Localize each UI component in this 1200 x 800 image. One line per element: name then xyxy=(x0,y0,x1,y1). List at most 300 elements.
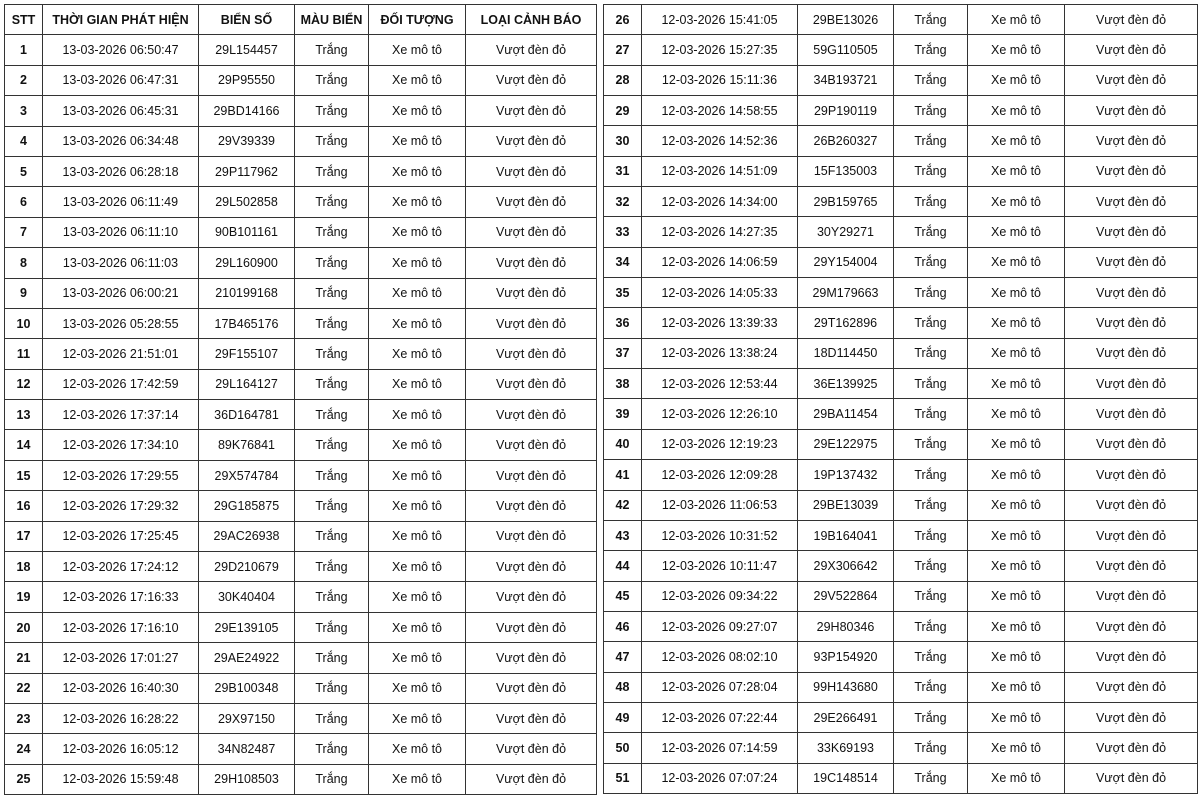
cell-alert-type: Vượt đèn đỏ xyxy=(466,491,597,521)
cell-detection-time: 12-03-2026 17:37:14 xyxy=(43,400,199,430)
cell-alert-type: Vượt đèn đỏ xyxy=(466,65,597,95)
cell-plate-color: Trắng xyxy=(295,308,369,338)
cell-alert-type: Vượt đèn đỏ xyxy=(1065,611,1198,641)
cell-plate-color: Trắng xyxy=(894,672,968,702)
table-row xyxy=(5,460,597,490)
cell-vehicle-type: Xe mô tô xyxy=(968,217,1065,247)
cell-plate-color: Trắng xyxy=(295,643,369,673)
cell-vehicle-type: Xe mô tô xyxy=(968,278,1065,308)
cell-stt: 30 xyxy=(604,126,642,156)
cell-alert-type: Vượt đèn đỏ xyxy=(466,400,597,430)
cell-alert-type: Vượt đèn đỏ xyxy=(466,35,597,65)
cell-detection-time: 13-03-2026 06:47:31 xyxy=(43,65,199,95)
cell-alert-type: Vượt đèn đỏ xyxy=(1065,5,1198,35)
cell-plate-number: 29P190119 xyxy=(798,96,894,126)
cell-detection-time: 12-03-2026 08:02:10 xyxy=(642,642,798,672)
cell-detection-time: 12-03-2026 12:53:44 xyxy=(642,369,798,399)
cell-alert-type: Vượt đèn đỏ xyxy=(466,430,597,460)
violations-table-right xyxy=(603,4,1198,794)
cell-plate-color: Trắng xyxy=(295,217,369,247)
cell-stt: 10 xyxy=(5,308,43,338)
cell-vehicle-type: Xe mô tô xyxy=(369,156,466,186)
cell-plate-color: Trắng xyxy=(295,35,369,65)
cell-stt: 9 xyxy=(5,278,43,308)
cell-plate-number: 29T162896 xyxy=(798,308,894,338)
cell-detection-time: 12-03-2026 10:11:47 xyxy=(642,551,798,581)
cell-plate-color: Trắng xyxy=(894,278,968,308)
header-plate-number: BIỂN SỐ xyxy=(199,5,295,35)
cell-plate-number: 33K69193 xyxy=(798,733,894,763)
cell-vehicle-type: Xe mô tô xyxy=(968,763,1065,793)
header-detection-time: THỜI GIAN PHÁT HIỆN xyxy=(43,5,199,35)
cell-alert-type: Vượt đèn đỏ xyxy=(466,248,597,278)
cell-alert-type: Vượt đèn đỏ xyxy=(466,278,597,308)
cell-plate-color: Trắng xyxy=(894,520,968,550)
cell-alert-type: Vượt đèn đỏ xyxy=(1065,520,1198,550)
cell-plate-number: 15F135003 xyxy=(798,156,894,186)
cell-detection-time: 13-03-2026 06:11:10 xyxy=(43,217,199,247)
cell-stt: 17 xyxy=(5,521,43,551)
table-row xyxy=(5,156,597,186)
cell-plate-number: 59G110505 xyxy=(798,35,894,65)
cell-detection-time: 12-03-2026 13:39:33 xyxy=(642,308,798,338)
table-row xyxy=(604,490,1198,520)
cell-alert-type: Vượt đèn đỏ xyxy=(466,673,597,703)
cell-stt: 40 xyxy=(604,429,642,459)
cell-stt: 1 xyxy=(5,35,43,65)
cell-plate-color: Trắng xyxy=(894,156,968,186)
table-header xyxy=(5,5,597,35)
table-row xyxy=(5,217,597,247)
cell-plate-number: 29AC26938 xyxy=(199,521,295,551)
cell-stt: 11 xyxy=(5,339,43,369)
table-row xyxy=(604,551,1198,581)
cell-vehicle-type: Xe mô tô xyxy=(369,460,466,490)
cell-stt: 39 xyxy=(604,399,642,429)
table-row xyxy=(5,491,597,521)
cell-plate-number: 89K76841 xyxy=(199,430,295,460)
cell-plate-number: 29X97150 xyxy=(199,703,295,733)
table-row xyxy=(5,400,597,430)
cell-alert-type: Vượt đèn đỏ xyxy=(466,96,597,126)
cell-detection-time: 12-03-2026 14:58:55 xyxy=(642,96,798,126)
cell-plate-number: 90B101161 xyxy=(199,217,295,247)
cell-detection-time: 13-03-2026 06:11:49 xyxy=(43,187,199,217)
cell-detection-time: 13-03-2026 06:50:47 xyxy=(43,35,199,65)
cell-plate-color: Trắng xyxy=(894,551,968,581)
cell-detection-time: 13-03-2026 05:28:55 xyxy=(43,308,199,338)
cell-detection-time: 12-03-2026 07:22:44 xyxy=(642,702,798,732)
cell-vehicle-type: Xe mô tô xyxy=(968,460,1065,490)
table-row xyxy=(5,65,597,95)
cell-alert-type: Vượt đèn đỏ xyxy=(1065,338,1198,368)
cell-detection-time: 12-03-2026 17:16:10 xyxy=(43,612,199,642)
cell-alert-type: Vượt đèn đỏ xyxy=(1065,126,1198,156)
cell-plate-number: 29L154457 xyxy=(199,35,295,65)
cell-detection-time: 12-03-2026 07:14:59 xyxy=(642,733,798,763)
cell-detection-time: 12-03-2026 09:27:07 xyxy=(642,611,798,641)
cell-alert-type: Vượt đèn đỏ xyxy=(466,734,597,764)
cell-vehicle-type: Xe mô tô xyxy=(968,35,1065,65)
table-body-left xyxy=(5,35,597,795)
cell-detection-time: 12-03-2026 16:28:22 xyxy=(43,703,199,733)
cell-detection-time: 12-03-2026 15:11:36 xyxy=(642,65,798,95)
cell-vehicle-type: Xe mô tô xyxy=(369,187,466,217)
cell-alert-type: Vượt đèn đỏ xyxy=(1065,642,1198,672)
cell-detection-time: 13-03-2026 06:28:18 xyxy=(43,156,199,186)
cell-stt: 6 xyxy=(5,187,43,217)
cell-plate-color: Trắng xyxy=(295,339,369,369)
cell-plate-color: Trắng xyxy=(894,35,968,65)
cell-stt: 32 xyxy=(604,187,642,217)
cell-vehicle-type: Xe mô tô xyxy=(369,582,466,612)
table-row xyxy=(604,672,1198,702)
cell-alert-type: Vượt đèn đỏ xyxy=(466,552,597,582)
cell-vehicle-type: Xe mô tô xyxy=(369,734,466,764)
cell-vehicle-type: Xe mô tô xyxy=(369,339,466,369)
cell-plate-number: 29E266491 xyxy=(798,702,894,732)
cell-plate-number: 29D210679 xyxy=(199,552,295,582)
table-row xyxy=(604,5,1198,35)
cell-stt: 37 xyxy=(604,338,642,368)
table-row xyxy=(604,338,1198,368)
cell-detection-time: 12-03-2026 14:05:33 xyxy=(642,278,798,308)
cell-plate-color: Trắng xyxy=(295,248,369,278)
table-row xyxy=(604,96,1198,126)
cell-plate-color: Trắng xyxy=(295,65,369,95)
cell-alert-type: Vượt đèn đỏ xyxy=(466,126,597,156)
cell-alert-type: Vượt đèn đỏ xyxy=(466,217,597,247)
cell-plate-number: 34N82487 xyxy=(199,734,295,764)
cell-plate-number: 17B465176 xyxy=(199,308,295,338)
cell-stt: 16 xyxy=(5,491,43,521)
table-row xyxy=(604,35,1198,65)
cell-stt: 34 xyxy=(604,247,642,277)
cell-detection-time: 12-03-2026 14:06:59 xyxy=(642,247,798,277)
cell-stt: 48 xyxy=(604,672,642,702)
table-row xyxy=(604,187,1198,217)
cell-plate-color: Trắng xyxy=(894,217,968,247)
table-row xyxy=(5,703,597,733)
cell-vehicle-type: Xe mô tô xyxy=(968,551,1065,581)
cell-vehicle-type: Xe mô tô xyxy=(369,278,466,308)
cell-vehicle-type: Xe mô tô xyxy=(369,521,466,551)
cell-alert-type: Vượt đèn đỏ xyxy=(466,582,597,612)
cell-vehicle-type: Xe mô tô xyxy=(968,429,1065,459)
cell-plate-color: Trắng xyxy=(894,702,968,732)
cell-plate-color: Trắng xyxy=(894,763,968,793)
cell-plate-number: 29V39339 xyxy=(199,126,295,156)
cell-plate-color: Trắng xyxy=(894,460,968,490)
cell-vehicle-type: Xe mô tô xyxy=(369,552,466,582)
header-row xyxy=(5,5,597,35)
cell-detection-time: 12-03-2026 17:34:10 xyxy=(43,430,199,460)
cell-plate-color: Trắng xyxy=(894,65,968,95)
cell-stt: 50 xyxy=(604,733,642,763)
cell-alert-type: Vượt đèn đỏ xyxy=(1065,247,1198,277)
cell-plate-number: 34B193721 xyxy=(798,65,894,95)
cell-stt: 51 xyxy=(604,763,642,793)
table-row xyxy=(604,126,1198,156)
cell-detection-time: 12-03-2026 13:38:24 xyxy=(642,338,798,368)
cell-vehicle-type: Xe mô tô xyxy=(968,581,1065,611)
cell-vehicle-type: Xe mô tô xyxy=(968,672,1065,702)
cell-vehicle-type: Xe mô tô xyxy=(369,248,466,278)
cell-stt: 49 xyxy=(604,702,642,732)
table-row xyxy=(5,673,597,703)
cell-stt: 4 xyxy=(5,126,43,156)
cell-detection-time: 12-03-2026 17:29:55 xyxy=(43,460,199,490)
cell-detection-time: 12-03-2026 17:24:12 xyxy=(43,552,199,582)
cell-vehicle-type: Xe mô tô xyxy=(968,702,1065,732)
cell-detection-time: 12-03-2026 10:31:52 xyxy=(642,520,798,550)
cell-vehicle-type: Xe mô tô xyxy=(968,65,1065,95)
cell-stt: 8 xyxy=(5,248,43,278)
cell-plate-color: Trắng xyxy=(295,764,369,794)
table-row xyxy=(5,430,597,460)
cell-plate-number: 29P95550 xyxy=(199,65,295,95)
cell-vehicle-type: Xe mô tô xyxy=(369,369,466,399)
cell-plate-color: Trắng xyxy=(295,369,369,399)
table-row xyxy=(5,521,597,551)
table-row xyxy=(5,308,597,338)
cell-alert-type: Vượt đèn đỏ xyxy=(466,308,597,338)
cell-plate-number: 19B164041 xyxy=(798,520,894,550)
table-row xyxy=(604,399,1198,429)
table-row xyxy=(5,96,597,126)
cell-plate-number: 29X306642 xyxy=(798,551,894,581)
cell-stt: 31 xyxy=(604,156,642,186)
table-row xyxy=(604,581,1198,611)
cell-plate-color: Trắng xyxy=(295,460,369,490)
cell-detection-time: 12-03-2026 09:34:22 xyxy=(642,581,798,611)
cell-plate-color: Trắng xyxy=(295,734,369,764)
header-vehicle-type: ĐỐI TƯỢNG xyxy=(369,5,466,35)
cell-stt: 38 xyxy=(604,369,642,399)
cell-plate-number: 30Y29271 xyxy=(798,217,894,247)
cell-stt: 44 xyxy=(604,551,642,581)
table-row xyxy=(5,734,597,764)
cell-alert-type: Vượt đèn đỏ xyxy=(1065,187,1198,217)
cell-plate-number: 29E122975 xyxy=(798,429,894,459)
cell-plate-number: 29V522864 xyxy=(798,581,894,611)
cell-stt: 33 xyxy=(604,217,642,247)
cell-vehicle-type: Xe mô tô xyxy=(369,400,466,430)
cell-plate-number: 29BE13026 xyxy=(798,5,894,35)
table-row xyxy=(5,126,597,156)
cell-plate-color: Trắng xyxy=(295,491,369,521)
cell-plate-color: Trắng xyxy=(295,278,369,308)
cell-vehicle-type: Xe mô tô xyxy=(369,764,466,794)
cell-plate-number: 29M179663 xyxy=(798,278,894,308)
table-row xyxy=(604,460,1198,490)
cell-alert-type: Vượt đèn đỏ xyxy=(1065,278,1198,308)
header-stt: STT xyxy=(5,5,43,35)
cell-detection-time: 12-03-2026 07:07:24 xyxy=(642,763,798,793)
cell-stt: 5 xyxy=(5,156,43,186)
cell-plate-number: 29G185875 xyxy=(199,491,295,521)
cell-plate-color: Trắng xyxy=(295,673,369,703)
cell-detection-time: 12-03-2026 14:27:35 xyxy=(642,217,798,247)
cell-plate-number: 29B100348 xyxy=(199,673,295,703)
cell-plate-number: 36E139925 xyxy=(798,369,894,399)
cell-vehicle-type: Xe mô tô xyxy=(968,156,1065,186)
cell-detection-time: 12-03-2026 17:16:33 xyxy=(43,582,199,612)
table-row xyxy=(5,248,597,278)
cell-plate-color: Trắng xyxy=(295,582,369,612)
cell-plate-number: 29B159765 xyxy=(798,187,894,217)
table-row xyxy=(5,764,597,794)
cell-detection-time: 12-03-2026 17:25:45 xyxy=(43,521,199,551)
table-row xyxy=(604,156,1198,186)
cell-plate-number: 29L160900 xyxy=(199,248,295,278)
cell-vehicle-type: Xe mô tô xyxy=(369,491,466,521)
cell-plate-number: 29BA11454 xyxy=(798,399,894,429)
cell-alert-type: Vượt đèn đỏ xyxy=(1065,551,1198,581)
cell-plate-number: 29P117962 xyxy=(199,156,295,186)
cell-vehicle-type: Xe mô tô xyxy=(369,612,466,642)
cell-detection-time: 12-03-2026 12:19:23 xyxy=(642,429,798,459)
cell-stt: 13 xyxy=(5,400,43,430)
cell-alert-type: Vượt đèn đỏ xyxy=(466,643,597,673)
cell-stt: 22 xyxy=(5,673,43,703)
table-row xyxy=(5,187,597,217)
table-row xyxy=(604,278,1198,308)
cell-stt: 23 xyxy=(5,703,43,733)
cell-plate-number: 29L502858 xyxy=(199,187,295,217)
cell-plate-color: Trắng xyxy=(295,552,369,582)
cell-stt: 36 xyxy=(604,308,642,338)
cell-detection-time: 13-03-2026 06:00:21 xyxy=(43,278,199,308)
cell-alert-type: Vượt đèn đỏ xyxy=(466,460,597,490)
cell-plate-color: Trắng xyxy=(295,430,369,460)
table-row xyxy=(604,733,1198,763)
table-row xyxy=(604,642,1198,672)
cell-stt: 21 xyxy=(5,643,43,673)
cell-detection-time: 12-03-2026 15:27:35 xyxy=(642,35,798,65)
cell-vehicle-type: Xe mô tô xyxy=(968,126,1065,156)
cell-stt: 26 xyxy=(604,5,642,35)
cell-alert-type: Vượt đèn đỏ xyxy=(1065,672,1198,702)
cell-vehicle-type: Xe mô tô xyxy=(369,35,466,65)
violations-table-left xyxy=(4,4,597,795)
cell-alert-type: Vượt đèn đỏ xyxy=(1065,702,1198,732)
cell-stt: 3 xyxy=(5,96,43,126)
cell-vehicle-type: Xe mô tô xyxy=(968,369,1065,399)
table-row xyxy=(604,702,1198,732)
cell-plate-number: 18D114450 xyxy=(798,338,894,368)
cell-stt: 41 xyxy=(604,460,642,490)
cell-alert-type: Vượt đèn đỏ xyxy=(1065,156,1198,186)
cell-plate-color: Trắng xyxy=(894,187,968,217)
cell-plate-number: 29Y154004 xyxy=(798,247,894,277)
cell-alert-type: Vượt đèn đỏ xyxy=(1065,763,1198,793)
cell-plate-number: 19C148514 xyxy=(798,763,894,793)
cell-stt: 15 xyxy=(5,460,43,490)
cell-detection-time: 12-03-2026 12:09:28 xyxy=(642,460,798,490)
cell-alert-type: Vượt đèn đỏ xyxy=(466,369,597,399)
cell-stt: 43 xyxy=(604,520,642,550)
cell-plate-color: Trắng xyxy=(295,96,369,126)
cell-plate-color: Trắng xyxy=(894,308,968,338)
cell-stt: 35 xyxy=(604,278,642,308)
cell-vehicle-type: Xe mô tô xyxy=(369,65,466,95)
cell-detection-time: 12-03-2026 17:29:32 xyxy=(43,491,199,521)
header-plate-color: MÀU BIỂN xyxy=(295,5,369,35)
table-row xyxy=(5,612,597,642)
table-row xyxy=(604,247,1198,277)
table-row xyxy=(5,369,597,399)
cell-plate-number: 29H108503 xyxy=(199,764,295,794)
cell-alert-type: Vượt đèn đỏ xyxy=(1065,35,1198,65)
cell-plate-color: Trắng xyxy=(894,247,968,277)
table-row xyxy=(604,429,1198,459)
cell-vehicle-type: Xe mô tô xyxy=(369,673,466,703)
cell-plate-color: Trắng xyxy=(295,126,369,156)
cell-alert-type: Vượt đèn đỏ xyxy=(466,339,597,369)
cell-detection-time: 12-03-2026 11:06:53 xyxy=(642,490,798,520)
cell-vehicle-type: Xe mô tô xyxy=(369,703,466,733)
cell-detection-time: 12-03-2026 12:26:10 xyxy=(642,399,798,429)
cell-stt: 28 xyxy=(604,65,642,95)
cell-vehicle-type: Xe mô tô xyxy=(968,338,1065,368)
cell-detection-time: 12-03-2026 16:40:30 xyxy=(43,673,199,703)
cell-detection-time: 12-03-2026 21:51:01 xyxy=(43,339,199,369)
cell-alert-type: Vượt đèn đỏ xyxy=(466,521,597,551)
cell-plate-color: Trắng xyxy=(295,521,369,551)
cell-stt: 45 xyxy=(604,581,642,611)
cell-plate-color: Trắng xyxy=(894,581,968,611)
table-row xyxy=(5,643,597,673)
cell-plate-color: Trắng xyxy=(894,5,968,35)
cell-plate-number: 99H143680 xyxy=(798,672,894,702)
cell-plate-number: 29L164127 xyxy=(199,369,295,399)
cell-alert-type: Vượt đèn đỏ xyxy=(1065,733,1198,763)
table-row xyxy=(604,611,1198,641)
cell-plate-number: 29AE24922 xyxy=(199,643,295,673)
cell-plate-color: Trắng xyxy=(295,187,369,217)
cell-stt: 42 xyxy=(604,490,642,520)
cell-vehicle-type: Xe mô tô xyxy=(968,490,1065,520)
table-row xyxy=(604,520,1198,550)
cell-detection-time: 12-03-2026 14:51:09 xyxy=(642,156,798,186)
table-row xyxy=(604,65,1198,95)
table-body-right xyxy=(604,5,1198,794)
cell-plate-color: Trắng xyxy=(295,612,369,642)
cell-stt: 19 xyxy=(5,582,43,612)
cell-vehicle-type: Xe mô tô xyxy=(968,520,1065,550)
cell-alert-type: Vượt đèn đỏ xyxy=(1065,65,1198,95)
cell-plate-color: Trắng xyxy=(894,490,968,520)
cell-detection-time: 12-03-2026 14:52:36 xyxy=(642,126,798,156)
cell-vehicle-type: Xe mô tô xyxy=(968,399,1065,429)
cell-vehicle-type: Xe mô tô xyxy=(369,96,466,126)
cell-vehicle-type: Xe mô tô xyxy=(369,308,466,338)
cell-detection-time: 13-03-2026 06:11:03 xyxy=(43,248,199,278)
cell-plate-number: 210199168 xyxy=(199,278,295,308)
cell-vehicle-type: Xe mô tô xyxy=(968,5,1065,35)
cell-stt: 29 xyxy=(604,96,642,126)
cell-vehicle-type: Xe mô tô xyxy=(968,308,1065,338)
cell-stt: 20 xyxy=(5,612,43,642)
cell-plate-number: 19P137432 xyxy=(798,460,894,490)
cell-vehicle-type: Xe mô tô xyxy=(968,247,1065,277)
cell-vehicle-type: Xe mô tô xyxy=(369,430,466,460)
cell-stt: 18 xyxy=(5,552,43,582)
cell-plate-color: Trắng xyxy=(894,733,968,763)
cell-stt: 46 xyxy=(604,611,642,641)
cell-plate-color: Trắng xyxy=(894,96,968,126)
